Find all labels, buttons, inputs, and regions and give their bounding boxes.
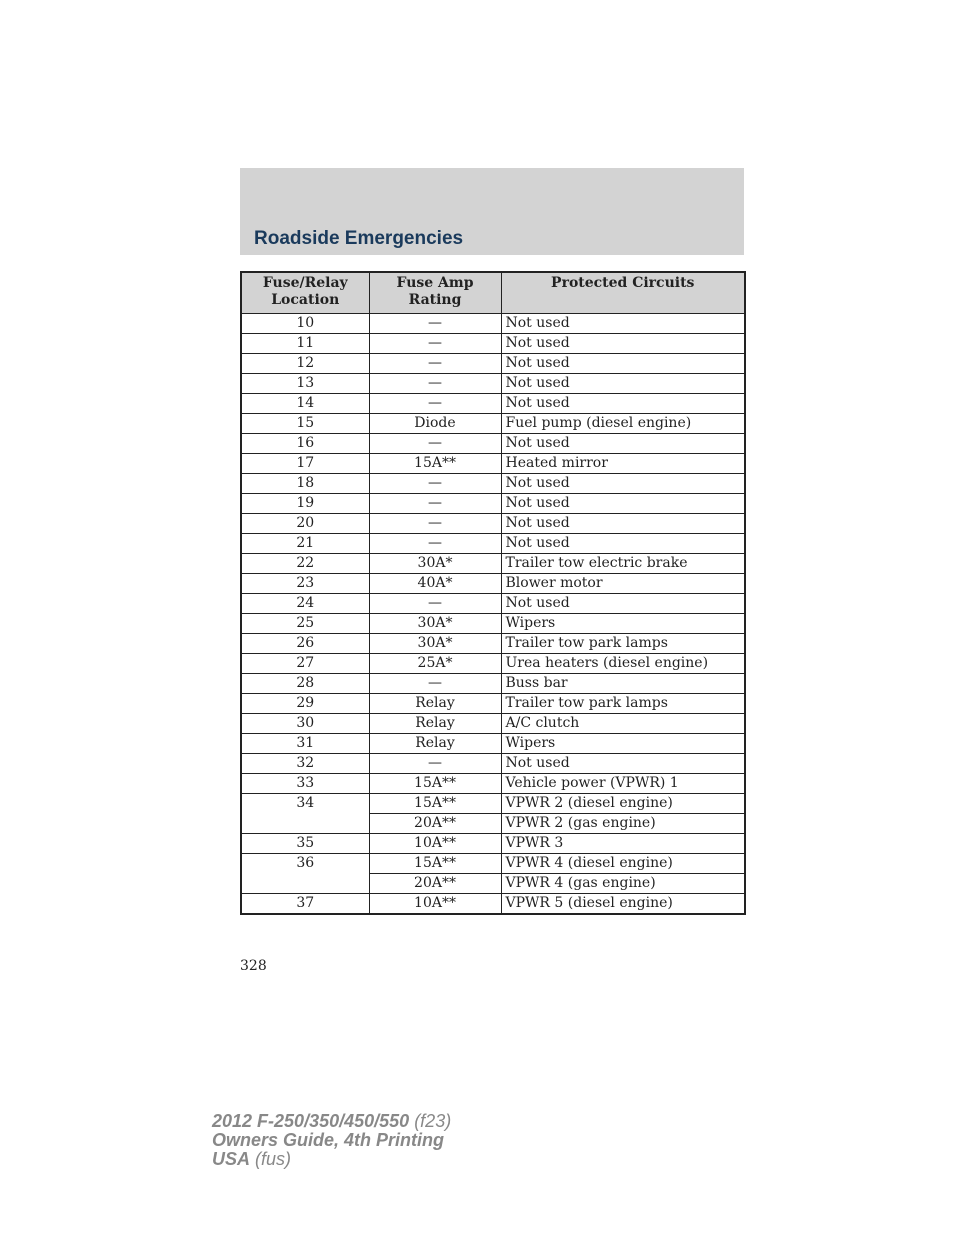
fuse-amp-rating-cell: Relay — [369, 734, 501, 754]
protected-circuit-cell: VPWR 3 — [501, 834, 745, 854]
footer-region-code: (fus) — [255, 1149, 292, 1169]
table-row — [241, 554, 745, 574]
document-footer — [212, 1112, 451, 1169]
fuse-amp-rating-cell: 10A** — [369, 834, 501, 854]
fuse-location-cell: 28 — [241, 674, 369, 694]
fuse-location-cell: 30 — [241, 714, 369, 734]
fuse-amp-rating-cell: — — [369, 474, 501, 494]
fuse-location-cell: 16 — [241, 434, 369, 454]
protected-circuit-cell: Not used — [501, 534, 745, 554]
fuse-location-cell: 10 — [241, 314, 369, 334]
fuse-location-cell: 19 — [241, 494, 369, 514]
fuse-location-cell: 26 — [241, 634, 369, 654]
table-row — [241, 314, 745, 334]
protected-circuit-cell: VPWR 2 (gas engine) — [501, 814, 745, 834]
protected-circuit-cell: Not used — [501, 314, 745, 334]
fuse-amp-rating-cell: — — [369, 334, 501, 354]
fuse-amp-rating-cell: 30A* — [369, 614, 501, 634]
fuse-amp-rating-cell: — — [369, 754, 501, 774]
protected-circuit-cell: Not used — [501, 474, 745, 494]
fuse-amp-rating-cell: — — [369, 514, 501, 534]
table-row — [241, 654, 745, 674]
fuse-amp-rating-cell: — — [369, 394, 501, 414]
fuse-location-cell: 31 — [241, 734, 369, 754]
fuse-amp-rating-cell: — — [369, 434, 501, 454]
fuse-location-cell: 18 — [241, 474, 369, 494]
fuse-location-cell: 33 — [241, 774, 369, 794]
fuse-amp-rating-cell: 15A** — [369, 454, 501, 474]
section-title: Roadside Emergencies — [254, 228, 464, 249]
fuse-location-cell: 36 — [241, 854, 369, 894]
page-number: 328 — [240, 958, 267, 974]
column-header-amp-rating: Fuse Amp Rating — [369, 272, 501, 314]
table-row — [241, 454, 745, 474]
fuse-table — [240, 271, 746, 915]
protected-circuit-cell: Urea heaters (diesel engine) — [501, 654, 745, 674]
table-row — [241, 894, 745, 915]
table-row — [241, 374, 745, 394]
table-row — [241, 394, 745, 414]
protected-circuit-cell: Fuel pump (diesel engine) — [501, 414, 745, 434]
footer-line-3 — [212, 1150, 451, 1169]
protected-circuit-cell: Not used — [501, 594, 745, 614]
fuse-location-cell: 23 — [241, 574, 369, 594]
protected-circuit-cell: VPWR 2 (diesel engine) — [501, 794, 745, 814]
fuse-location-cell: 14 — [241, 394, 369, 414]
protected-circuit-cell: Wipers — [501, 614, 745, 634]
fuse-amp-rating-cell: — — [369, 374, 501, 394]
fuse-location-cell: 20 — [241, 514, 369, 534]
table-row — [241, 354, 745, 374]
table-row — [241, 754, 745, 774]
table-row — [241, 694, 745, 714]
protected-circuit-cell: Heated mirror — [501, 454, 745, 474]
protected-circuit-cell: Not used — [501, 514, 745, 534]
fuse-amp-rating-cell: 40A* — [369, 574, 501, 594]
fuse-location-cell: 24 — [241, 594, 369, 614]
table-row — [241, 514, 745, 534]
fuse-amp-rating-cell: Relay — [369, 714, 501, 734]
protected-circuit-cell: A/C clutch — [501, 714, 745, 734]
footer-guide: Owners Guide, 4th Printing — [212, 1130, 445, 1150]
fuse-location-cell: 35 — [241, 834, 369, 854]
fuse-amp-rating-cell: 15A** — [369, 774, 501, 794]
footer-model-code: (f23) — [414, 1111, 452, 1131]
fuse-amp-rating-cell: — — [369, 534, 501, 554]
table-row — [241, 834, 745, 854]
fuse-amp-rating-cell: 10A** — [369, 894, 501, 915]
fuse-location-cell: 13 — [241, 374, 369, 394]
fuse-amp-rating-cell: 25A* — [369, 654, 501, 674]
protected-circuit-cell: Not used — [501, 394, 745, 414]
protected-circuit-cell: Not used — [501, 754, 745, 774]
protected-circuit-cell: Trailer tow park lamps — [501, 634, 745, 654]
protected-circuit-cell: Not used — [501, 434, 745, 454]
protected-circuit-cell: Trailer tow electric brake — [501, 554, 745, 574]
table-row — [241, 734, 745, 754]
fuse-amp-rating-cell: 30A* — [369, 634, 501, 654]
fuse-location-cell: 27 — [241, 654, 369, 674]
fuse-location-cell: 11 — [241, 334, 369, 354]
footer-line-1 — [212, 1112, 451, 1131]
protected-circuit-cell: Trailer tow park lamps — [501, 694, 745, 714]
fuse-table-body — [241, 314, 745, 915]
fuse-amp-rating-cell: 30A* — [369, 554, 501, 574]
fuse-amp-rating-cell: — — [369, 594, 501, 614]
footer-model: 2012 F-250/350/450/550 — [212, 1111, 410, 1131]
table-row — [241, 534, 745, 554]
fuse-location-cell: 34 — [241, 794, 369, 834]
fuse-amp-rating-cell: Diode — [369, 414, 501, 434]
fuse-location-cell: 12 — [241, 354, 369, 374]
protected-circuit-cell: Blower motor — [501, 574, 745, 594]
protected-circuit-cell: Not used — [501, 374, 745, 394]
fuse-amp-rating-cell: 15A** — [369, 854, 501, 874]
protected-circuit-cell: VPWR 5 (diesel engine) — [501, 894, 745, 915]
table-row — [241, 414, 745, 434]
fuse-amp-rating-cell: 15A** — [369, 794, 501, 814]
footer-line-2 — [212, 1131, 451, 1150]
fuse-location-cell: 29 — [241, 694, 369, 714]
fuse-location-cell: 17 — [241, 454, 369, 474]
table-header-row — [241, 272, 745, 314]
table-row — [241, 434, 745, 454]
protected-circuit-cell: Buss bar — [501, 674, 745, 694]
protected-circuit-cell: Vehicle power (VPWR) 1 — [501, 774, 745, 794]
fuse-location-cell: 37 — [241, 894, 369, 915]
table-row — [241, 334, 745, 354]
table-row — [241, 494, 745, 514]
fuse-location-cell: 21 — [241, 534, 369, 554]
fuse-amp-rating-cell: — — [369, 314, 501, 334]
table-row — [241, 634, 745, 654]
table-row — [241, 574, 745, 594]
fuse-amp-rating-cell: 20A** — [369, 874, 501, 894]
column-header-location: Fuse/Relay Location — [241, 272, 369, 314]
table-row — [241, 714, 745, 734]
table-row — [241, 854, 745, 874]
protected-circuit-cell: VPWR 4 (gas engine) — [501, 874, 745, 894]
fuse-amp-rating-cell: — — [369, 354, 501, 374]
fuse-location-cell: 32 — [241, 754, 369, 774]
protected-circuit-cell: Not used — [501, 334, 745, 354]
protected-circuit-cell: Wipers — [501, 734, 745, 754]
table-row — [241, 594, 745, 614]
fuse-amp-rating-cell: — — [369, 494, 501, 514]
footer-region: USA — [212, 1149, 251, 1169]
fuse-location-cell: 15 — [241, 414, 369, 434]
table-row — [241, 614, 745, 634]
protected-circuit-cell: Not used — [501, 494, 745, 514]
table-row — [241, 474, 745, 494]
fuse-location-cell: 22 — [241, 554, 369, 574]
table-row — [241, 774, 745, 794]
fuse-location-cell: 25 — [241, 614, 369, 634]
fuse-amp-rating-cell: — — [369, 674, 501, 694]
protected-circuit-cell: VPWR 4 (diesel engine) — [501, 854, 745, 874]
protected-circuit-cell: Not used — [501, 354, 745, 374]
fuse-amp-rating-cell: 20A** — [369, 814, 501, 834]
table-row — [241, 794, 745, 814]
column-header-protected-circuits: Protected Circuits — [501, 272, 745, 314]
section-header-band — [240, 168, 744, 255]
table-row — [241, 674, 745, 694]
fuse-amp-rating-cell: Relay — [369, 694, 501, 714]
